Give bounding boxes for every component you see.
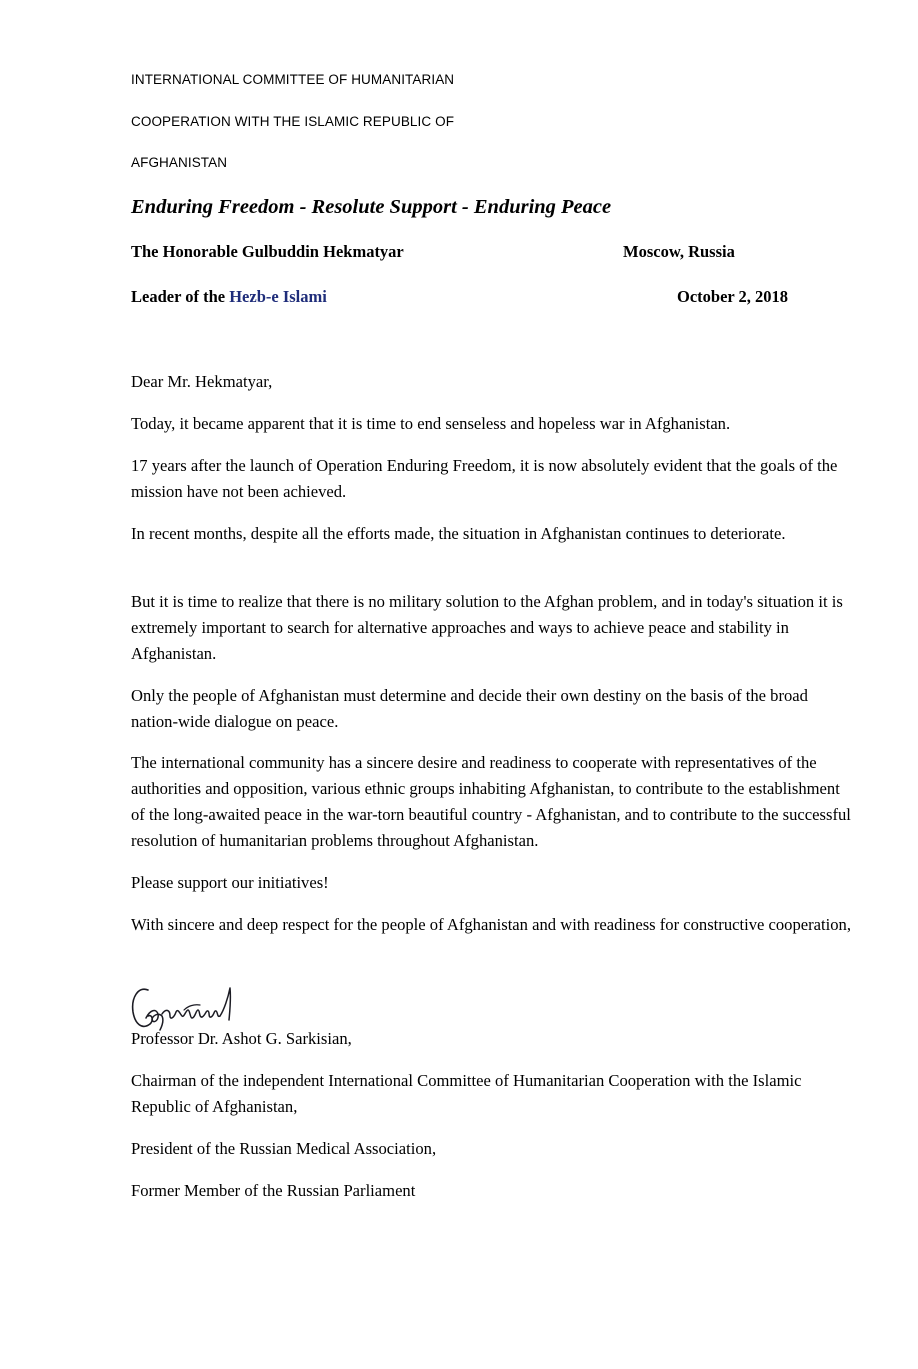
signer-role-president: President of the Russian Medical Association, [131, 1139, 437, 1158]
location: Moscow, Russia [623, 242, 735, 261]
recipient-title-prefix: Leader of the [131, 287, 230, 306]
paragraph-8: With sincere and deep respect for the people of Afghanistan and with readiness for constructive cooperation, [131, 915, 851, 934]
letterhead-line-3: AFGHANISTAN [131, 155, 228, 170]
paragraph-1: Today, it became apparent that it is time to end senseless and hopeless war in Afghanistan. [131, 414, 731, 433]
salutation: Dear Mr. Hekmatyar, [131, 372, 273, 391]
letterhead-line-2: COOPERATION WITH THE ISLAMIC REPUBLIC OF [131, 114, 455, 129]
paragraph-6: The international community has a sincere desire and readiness to cooperate with representatives of the authorities and opposition, various ethnic groups inhabiting Afghanistan, to contribute to the establishment of the long-awaited peace in the war-torn beautiful country - Afghanistan, and to contribute to the successful resolution of humanitarian problems throughout Afghanistan. [131, 753, 851, 850]
recipient-name: The Honorable Gulbuddin Hekmatyar [131, 242, 404, 261]
paragraph-4: But it is time to realize that there is no military solution to the Afghan problem, and in today's situation it is extremely important to search for alternative approaches and ways to achieve peace and stability in Afghanistan. [131, 592, 843, 663]
recipient-title [131, 287, 327, 307]
letter-date: October 2, 2018 [677, 287, 789, 306]
signer-role-former-member: Former Member of the Russian Parliament [131, 1181, 416, 1200]
paragraph-7: Please support our initiatives! [131, 873, 329, 892]
signer-role-chairman: Chairman of the independent International Committee of Humanitarian Cooperation with the Islamic Republic of Afghanistan, [131, 1071, 802, 1116]
letterhead-line-1: INTERNATIONAL COMMITTEE OF HUMANITARIAN [131, 72, 455, 87]
paragraph-5: Only the people of Afghanistan must determine and decide their own destiny on the basis of the broad nation-wide dialogue on peace. [131, 686, 808, 731]
motto: Enduring Freedom - Resolute Support - Enduring Peace [131, 196, 612, 218]
paragraph-2: 17 years after the launch of Operation Enduring Freedom, it is now absolutely evident that the goals of the mission have not been achieved. [131, 456, 838, 501]
signer-name: Professor Dr. Ashot G. Sarkisian, [131, 1029, 352, 1048]
paragraph-3: In recent months, despite all the efforts made, the situation in Afghanistan continues to deteriorate. [131, 524, 786, 543]
party-link[interactable]: Hezb-e Islami [229, 287, 327, 306]
